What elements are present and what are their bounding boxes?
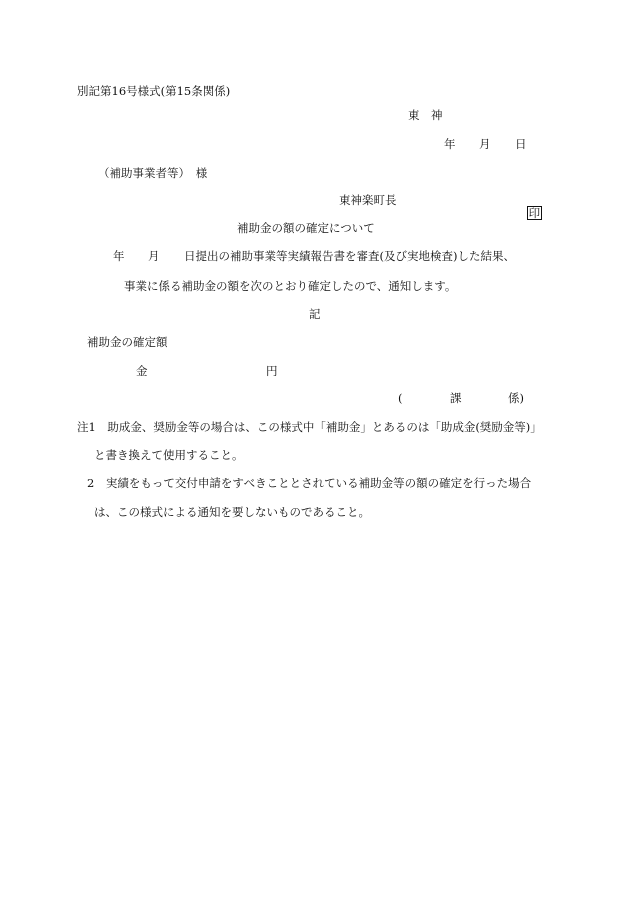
seal-stamp: 印 xyxy=(528,206,541,220)
body-month: 月 xyxy=(148,249,160,263)
note2-line2: は、この様式による通知を要しないものであること。 xyxy=(94,505,370,519)
dept-kakari: 係) xyxy=(508,391,524,405)
body-year: 年 xyxy=(113,249,125,263)
form-number: 別記第16号様式(第15条関係) xyxy=(77,84,231,98)
note1-line2: と書き換えて使用すること。 xyxy=(94,448,244,462)
dept-open-paren: ( xyxy=(398,391,403,405)
issuer: 東神楽町長 xyxy=(339,193,397,207)
document-title: 補助金の額の確定について xyxy=(237,221,375,235)
addressee: （補助事業者等） 様 xyxy=(98,166,208,180)
amount-heading: 補助金の確定額 xyxy=(87,335,168,349)
amount-kin: 金 xyxy=(136,364,148,378)
amount-yen: 円 xyxy=(266,364,278,378)
date-year: 年 xyxy=(444,137,456,151)
ki-heading: 記 xyxy=(309,307,321,321)
seal-box xyxy=(512,192,542,234)
note1-line1: 注1 助成金、奨励金等の場合は、この様式中「補助金」とあるのは「助成金(奨励金等)」 xyxy=(77,420,542,434)
date-day: 日 xyxy=(515,137,527,151)
dept-ka: 課 xyxy=(450,391,462,405)
note2-line1: 2 実績をもって交付申請をすべきこととされている補助金等の額の確定を行った場合 xyxy=(87,476,532,490)
date-month: 月 xyxy=(479,137,491,151)
doc-number: 東 神 xyxy=(408,108,443,122)
body-line1-rest: 日提出の補助事業等実績報告書を審査(及び実地検査)した結果、 xyxy=(184,249,515,263)
body-line2: 事業に係る補助金の額を次のとおり確定したので、通知します。 xyxy=(124,279,457,293)
